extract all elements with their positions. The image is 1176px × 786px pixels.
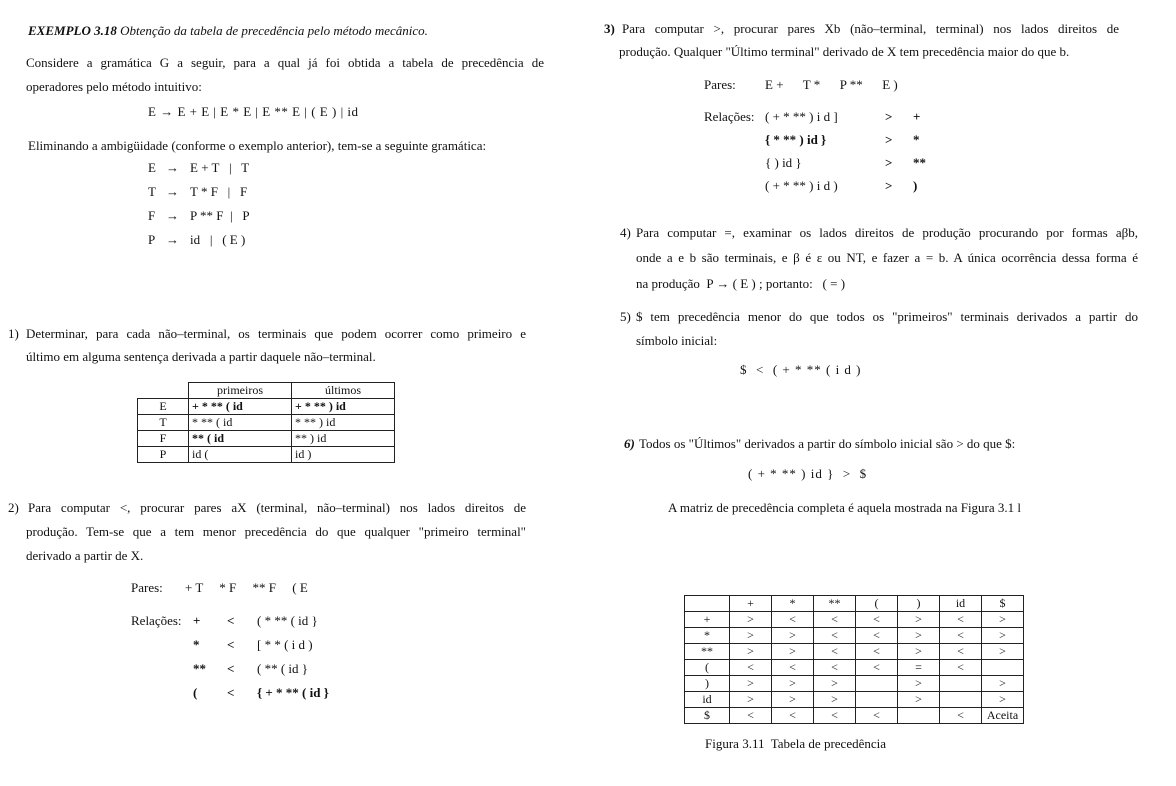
relations-list — [193, 613, 329, 709]
relation-set: { ) id } — [765, 155, 802, 170]
relation-line — [765, 109, 926, 132]
step-6-number: 6) — [624, 436, 635, 451]
matrix-cell: > — [982, 628, 1024, 644]
matrix-cell: < — [814, 628, 856, 644]
matrix-cell: < — [814, 708, 856, 724]
relation-operator: ** — [913, 155, 926, 170]
matrix-row-header: + — [685, 612, 730, 628]
matrix-col-header: * — [772, 596, 814, 612]
relation-symbol: < — [227, 661, 235, 676]
matrix-cell: < — [856, 708, 898, 724]
table-header-row — [138, 383, 395, 399]
relation-line — [765, 132, 926, 155]
first-cell: ** ( id — [189, 431, 292, 447]
matrix-row — [685, 660, 1024, 676]
relation-set: ( ** ( id } — [257, 661, 309, 676]
relation-line — [193, 661, 329, 685]
example-number: EXEMPLO 3.18 — [28, 23, 117, 38]
matrix-cell: > — [730, 692, 772, 708]
matrix-cell: < — [940, 660, 982, 676]
matrix-cell: < — [814, 660, 856, 676]
relation-line — [193, 637, 329, 661]
production-arrow: → — [166, 184, 179, 199]
step-6-formula: ( + * ** ) id } > $ — [748, 466, 868, 481]
nonterminal-cell: T — [138, 415, 189, 431]
production-arrow: → — [166, 232, 179, 247]
column-header-last: últimos — [292, 383, 395, 399]
production-arrow: → — [166, 208, 179, 223]
matrix-row — [685, 676, 1024, 692]
production-lhs: E — [148, 160, 156, 175]
first-last-table — [137, 382, 395, 463]
nonterminal-cell: F — [138, 431, 189, 447]
step-5-line-1: $ tem precedência menor do que todos os "primeiros" terminais derivados a partir do — [636, 309, 1138, 324]
matrix-cell — [982, 660, 1024, 676]
relation-operator: ) — [913, 178, 918, 193]
step-5-formula: $ < ( + * ** ( i d ) — [740, 362, 862, 377]
matrix-cell: > — [982, 644, 1024, 660]
matrix-cell: > — [730, 644, 772, 660]
production-line — [148, 160, 250, 184]
table-row — [138, 415, 395, 431]
matrix-cell: < — [940, 628, 982, 644]
relation-operator: * — [913, 132, 920, 147]
matrix-cell: > — [898, 628, 940, 644]
matrix-row — [685, 612, 1024, 628]
right-relations-list — [765, 109, 926, 201]
step-3-line-1: Para computar >, procurar pares Xb (não–terminal, terminal) nos lados direitos de — [622, 21, 1119, 36]
relation-line — [765, 178, 926, 201]
nonterminal-cell: P — [138, 447, 189, 463]
example-heading: Obtenção da tabela de precedência pelo método mecânico. — [120, 23, 428, 38]
matrix-header-row — [685, 596, 1024, 612]
matrix-cell — [856, 692, 898, 708]
matrix-cell: < — [772, 708, 814, 724]
production-line — [148, 184, 250, 208]
production-rhs: T * F | F — [190, 184, 248, 199]
matrix-col-header: $ — [982, 596, 1024, 612]
production-lhs: P — [148, 232, 156, 247]
relation-set: { * ** ) id } — [765, 132, 827, 147]
relation-operator: + — [193, 613, 201, 628]
matrix-col-header: id — [940, 596, 982, 612]
production-lhs: T — [148, 184, 156, 199]
matrix-cell: = — [898, 660, 940, 676]
matrix-intro: A matriz de precedência completa é aquela mostrada na Figura 3.1 l — [668, 500, 1022, 515]
step-3-line-2: produção. Qualquer "Último terminal" derivado de X tem precedência maior do que b. — [619, 44, 1070, 59]
matrix-cell — [856, 676, 898, 692]
relation-set: ( + * ** ) i d ) — [765, 178, 838, 193]
ambiguity-text: Eliminando a ambigüidade (conforme o exemplo anterior), tem-se a seguinte gramática: — [28, 138, 487, 153]
matrix-cell — [940, 692, 982, 708]
matrix-row-header: ) — [685, 676, 730, 692]
pairs-label: Pares: — [131, 580, 163, 595]
grammar-ambiguous: E → E + E | E * E | E ** E | ( E ) | id — [148, 104, 359, 119]
matrix-row-header: id — [685, 692, 730, 708]
matrix-row-header: $ — [685, 708, 730, 724]
matrix-row-header: * — [685, 628, 730, 644]
relation-operator: ( — [193, 685, 198, 700]
matrix-cell: < — [772, 660, 814, 676]
matrix-cell: < — [940, 644, 982, 660]
step-4-line-3: na produção P → ( E ) ; portanto: ( = ) — [636, 276, 846, 291]
last-cell: ** ) id — [292, 431, 395, 447]
matrix-cell — [940, 676, 982, 692]
matrix-cell: > — [772, 676, 814, 692]
matrix-cell: < — [856, 628, 898, 644]
matrix-cell: > — [898, 676, 940, 692]
step-1-line-2: último em alguma sentença derivada a partir daquele não–terminal. — [26, 349, 376, 364]
matrix-cell: < — [856, 644, 898, 660]
table-row — [138, 447, 395, 463]
matrix-cell: < — [940, 612, 982, 628]
relation-symbol: < — [227, 637, 235, 652]
matrix-cell: > — [898, 644, 940, 660]
matrix-cell: > — [982, 676, 1024, 692]
relation-symbol: > — [885, 155, 893, 170]
example-title — [28, 23, 428, 39]
matrix-cell: < — [856, 612, 898, 628]
step-4-line-2: onde a e b são terminais, e β é ε ou NT, e fazer a = b. A única ocorrência dessa forma é — [636, 250, 1138, 265]
relation-set: ( + * ** ) i d ] — [765, 109, 838, 124]
first-cell: + * ** ( id — [189, 399, 292, 415]
first-cell: * ** ( id — [189, 415, 292, 431]
matrix-row — [685, 628, 1024, 644]
matrix-cell: < — [940, 708, 982, 724]
relation-symbol: > — [885, 109, 893, 124]
matrix-row-header: ( — [685, 660, 730, 676]
matrix-cell: < — [772, 612, 814, 628]
matrix-col-header: ( — [856, 596, 898, 612]
relation-operator: ** — [193, 661, 206, 676]
matrix-row — [685, 708, 1024, 724]
matrix-cell: > — [772, 644, 814, 660]
step-3-number: 3) — [604, 21, 615, 36]
matrix-cell: < — [730, 708, 772, 724]
matrix-cell: > — [814, 692, 856, 708]
matrix-cell: > — [730, 612, 772, 628]
matrix-col-header: ) — [898, 596, 940, 612]
matrix-cell: < — [856, 660, 898, 676]
matrix-cell: > — [772, 628, 814, 644]
step-6-line: Todos os "Últimos" derivados a partir do símbolo inicial são > do que $: — [639, 436, 1016, 451]
matrix-cell: > — [898, 692, 940, 708]
relation-line — [193, 685, 329, 709]
right-relations-label: Relações: — [704, 109, 755, 124]
step-4-number: 4) — [620, 225, 631, 240]
relation-operator: + — [913, 109, 921, 124]
last-cell: * ** ) id — [292, 415, 395, 431]
production-rhs: id | ( E ) — [190, 232, 246, 247]
pairs-list: + T * F ** F ( E — [185, 580, 308, 595]
production-line — [148, 208, 250, 232]
step-5-line-2: símbolo inicial: — [636, 333, 718, 348]
step-5-number: 5) — [620, 309, 631, 324]
step-2-number: 2) — [8, 500, 19, 515]
matrix-corner — [685, 596, 730, 612]
matrix-row — [685, 644, 1024, 660]
relations-label: Relações: — [131, 613, 182, 628]
relation-set: { + * ** ( id } — [257, 685, 329, 700]
intro-line-1: Considere a gramática G a seguir, para a qual já foi obtida a tabela de precedência de — [26, 55, 544, 70]
step-1-line-1: Determinar, para cada não–terminal, os terminais que podem ocorrer como primeiro e — [26, 326, 526, 341]
matrix-col-header: + — [730, 596, 772, 612]
step-4-line-1: Para computar =, examinar os lados direitos de produção procurando por formas aβb, — [636, 225, 1138, 240]
step-1-number: 1) — [8, 326, 19, 341]
relation-symbol: < — [227, 685, 235, 700]
matrix-cell: > — [814, 676, 856, 692]
relation-set: ( * ** ( id } — [257, 613, 318, 628]
right-pairs-label: Pares: — [704, 77, 736, 92]
matrix-row-header: ** — [685, 644, 730, 660]
last-cell: + * ** ) id — [292, 399, 395, 415]
first-cell: id ( — [189, 447, 292, 463]
matrix-cell: > — [898, 612, 940, 628]
step-2-line-1: Para computar <, procurar pares aX (terminal, não–terminal) nos lados direitos de — [28, 500, 526, 515]
matrix-cell: Aceita — [982, 708, 1024, 724]
step-2-line-2: produção. Tem-se que a tem menor precedência do que qualquer "primeiro terminal" — [26, 524, 526, 539]
relation-operator: * — [193, 637, 200, 652]
right-pairs-list: E + T * P ** E ) — [765, 77, 898, 92]
nonterminal-cell: E — [138, 399, 189, 415]
matrix-cell: > — [730, 628, 772, 644]
production-line — [148, 232, 250, 256]
production-lhs: F — [148, 208, 156, 223]
table-corner — [138, 383, 189, 399]
grammar-unambiguous — [148, 160, 250, 256]
production-arrow: → — [166, 160, 179, 175]
matrix-cell: > — [730, 676, 772, 692]
matrix-cell — [898, 708, 940, 724]
relation-set: [ * * ( i d ) — [257, 637, 313, 652]
table-row — [138, 431, 395, 447]
matrix-col-header: ** — [814, 596, 856, 612]
production-rhs: E + T | T — [190, 160, 250, 175]
step-2-line-3: derivado a partir de X. — [26, 548, 144, 563]
matrix-row — [685, 692, 1024, 708]
intro-line-2: operadores pelo método intuitivo: — [26, 79, 202, 94]
production-rhs: P ** F | P — [190, 208, 250, 223]
figure-caption: Figura 3.11 Tabela de precedência — [705, 736, 887, 751]
matrix-cell: < — [730, 660, 772, 676]
relation-symbol: < — [227, 613, 235, 628]
matrix-cell: < — [814, 612, 856, 628]
last-cell: id ) — [292, 447, 395, 463]
matrix-cell: > — [772, 692, 814, 708]
relation-line — [193, 613, 329, 637]
matrix-cell: > — [982, 612, 1024, 628]
precedence-matrix — [684, 595, 1024, 724]
table-row — [138, 399, 395, 415]
matrix-cell: > — [982, 692, 1024, 708]
matrix-cell: < — [814, 644, 856, 660]
relation-symbol: > — [885, 132, 893, 147]
relation-symbol: > — [885, 178, 893, 193]
column-header-first: primeiros — [189, 383, 292, 399]
relation-line — [765, 155, 926, 178]
